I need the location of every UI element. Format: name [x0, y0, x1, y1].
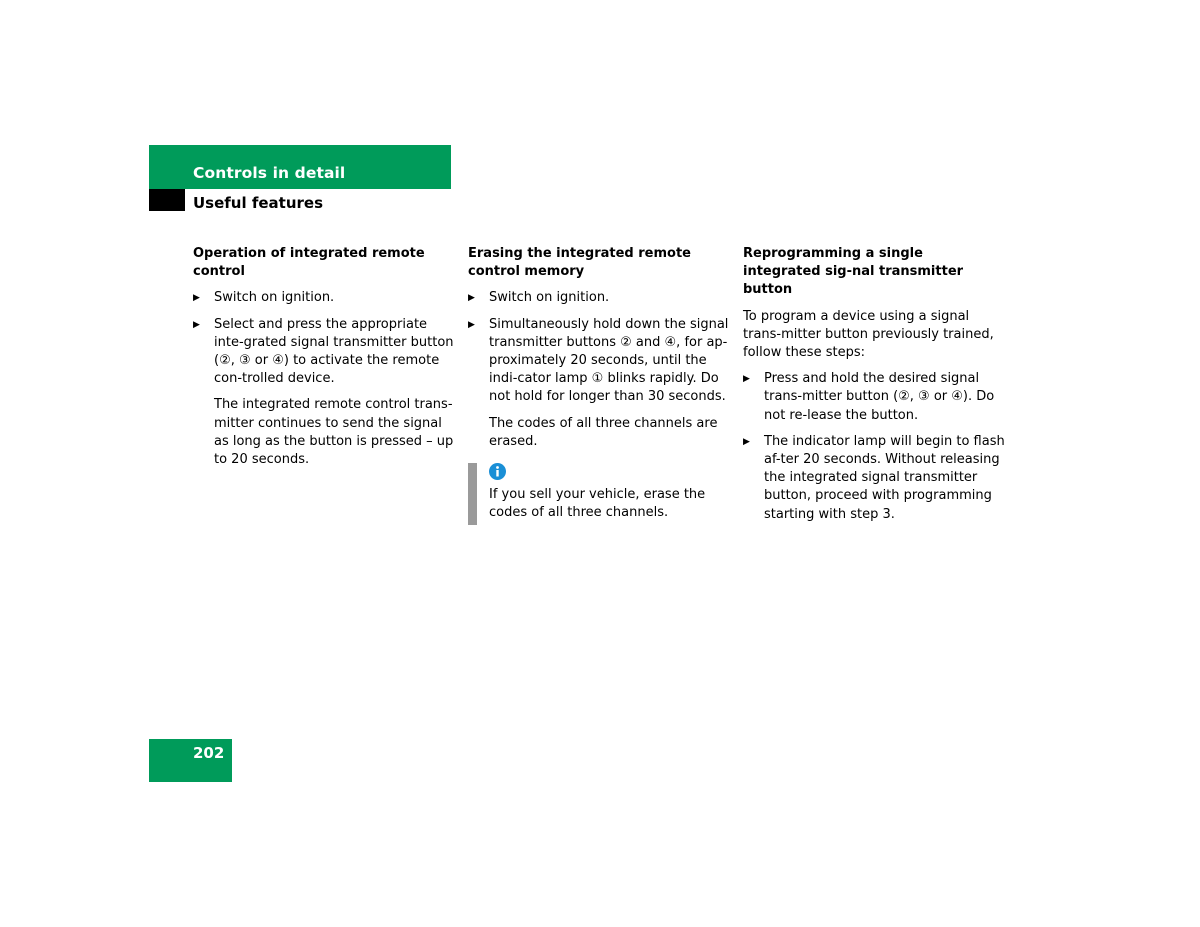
paragraph: The integrated remote control trans-mitter continues to send the signal as long as the button is pressed – up to 20 seconds. [214, 397, 454, 468]
list-item [193, 316, 455, 389]
heading-reprogramming: Reprogramming a single integrated sig-nal transmitter button [743, 246, 964, 298]
list-item-text: Switch on ignition. [214, 290, 335, 306]
header-marker [149, 189, 185, 211]
paragraph: To program a device using a signal trans-mitter button previously trained, follow these steps: [743, 308, 994, 361]
column-reprogramming [743, 245, 1005, 532]
section-title: Controls in detail [193, 164, 346, 182]
list-item-text: Simultaneously hold down the signal transmitter buttons ② and ④, for ap-proximately 20 seconds, until the indi-cator lamp ① blinks rapidly. Do not hold for longer than 30 seconds. [489, 316, 729, 405]
triangle-right-icon: ▶ [193, 319, 200, 330]
info-note-text: If you sell your vehicle, erase the codes of all three channels. [489, 487, 706, 521]
heading-operation: Operation of integrated remote control [193, 246, 425, 280]
heading-erasing: Erasing the integrated remote control memory [468, 246, 691, 280]
triangle-right-icon: ▶ [468, 319, 475, 330]
section-subtitle: Useful features [193, 194, 324, 212]
page-number: 202 [193, 744, 225, 762]
triangle-right-icon: ▶ [468, 293, 475, 304]
list-item [468, 289, 730, 307]
column-operation [193, 245, 455, 477]
triangle-right-icon: ▶ [743, 374, 750, 385]
list-item [743, 370, 1005, 425]
list-item [743, 433, 1005, 524]
triangle-right-icon: ▶ [743, 436, 750, 447]
info-note [468, 463, 730, 522]
paragraph: The codes of all three channels are erased. [489, 415, 718, 449]
info-bar [468, 463, 477, 525]
triangle-right-icon: ▶ [193, 293, 200, 304]
column-erasing [468, 245, 730, 522]
list-item-text: Switch on ignition. [489, 290, 610, 306]
list-item-text: Press and hold the desired signal trans-mitter button (②, ③ or ④). Do not re-lease the button. [764, 371, 995, 423]
list-item [468, 316, 730, 407]
list-item-text: Select and press the appropriate inte-grated signal transmitter button (②, ③ or ④) to activate the remote con-trolled device. [214, 316, 454, 387]
info-icon [489, 463, 506, 480]
list-item-text: The indicator lamp will begin to flash af-ter 20 seconds. Without releasing the integrated signal transmitter button, proceed with programming starting with step 3. [764, 433, 1005, 522]
list-item [193, 289, 455, 307]
